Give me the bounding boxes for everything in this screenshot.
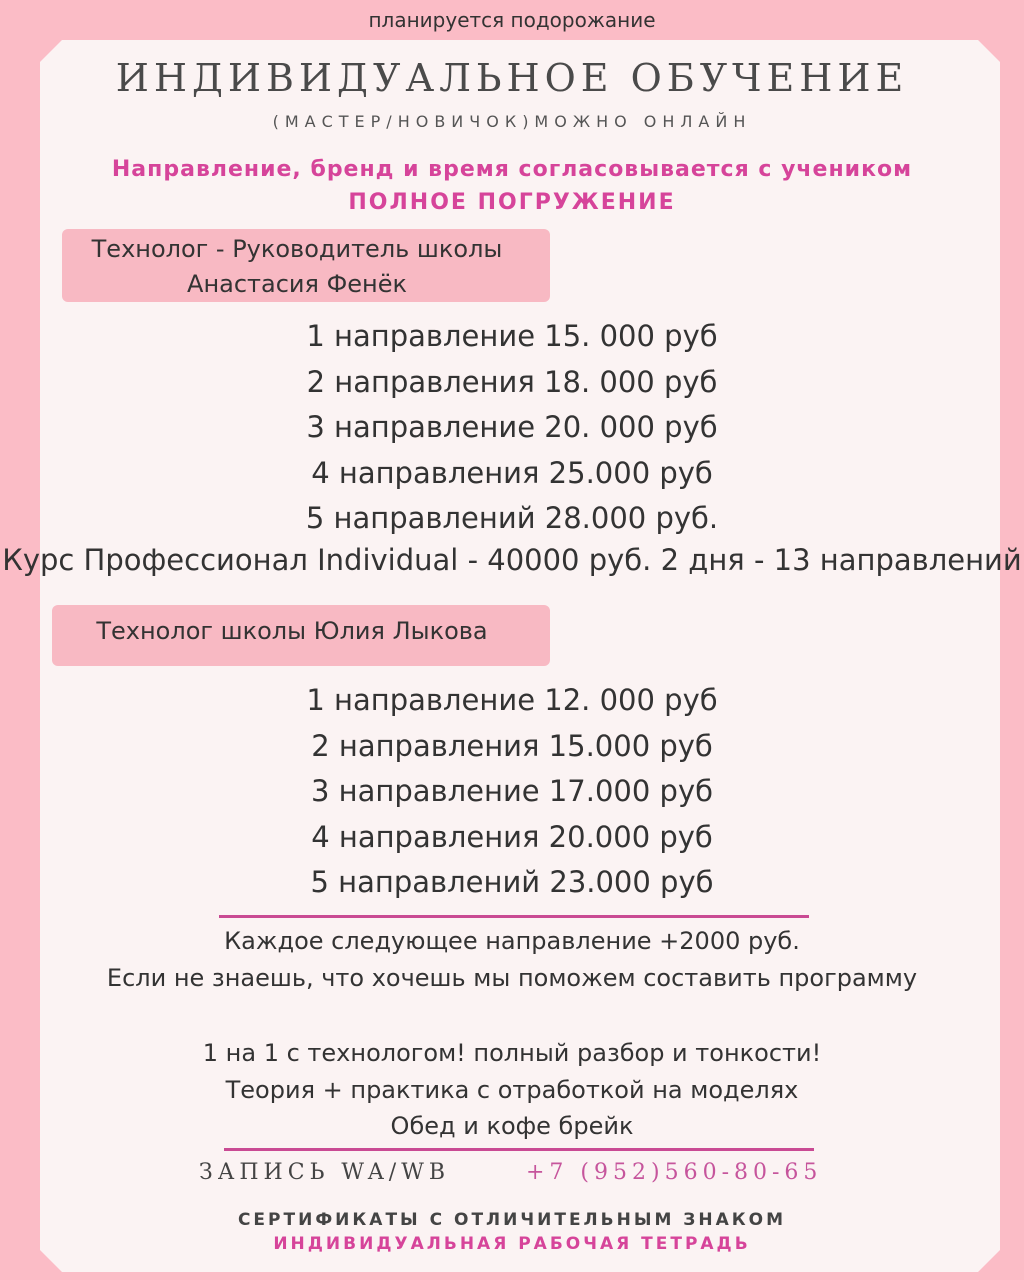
info-line: Каждое следующее направление +2000 руб.	[224, 927, 800, 955]
price-item: 2 направления 15.000 руб	[311, 728, 713, 763]
info-line: Теория + практика с отработкой на моделях	[225, 1075, 799, 1104]
headline-conditions: Направление, бренд и время согласовывается с учеником	[111, 157, 913, 182]
info-line: 1 на 1 с технологом! полный разбор и тонкости!	[202, 1039, 822, 1067]
price-item: 4 направления 20.000 руб	[311, 819, 713, 854]
teacher2-price-list	[0, 678, 1024, 906]
price-item: 2 направления 18. 000 руб	[306, 364, 718, 399]
contact-phone: +7 (952)560-80-65	[526, 1160, 823, 1185]
certificate-note: СЕРТИФИКАТЫ С ОТЛИЧИТЕЛЬНЫМ ЗНАКОМ	[237, 1210, 787, 1230]
price-item: 1 направление 12. 000 руб	[306, 683, 718, 717]
info-block-benefits	[0, 1035, 1024, 1145]
top-note: планируется подорожание	[368, 8, 656, 32]
info-block-pricing	[0, 923, 1024, 996]
info-line: Если не знаешь, что хочешь мы поможем составить программу	[106, 963, 918, 992]
page-subtitle: (МАСТЕР/НОВИЧОК)МОЖНО ОНЛАЙН	[272, 112, 752, 131]
page-title: ИНДИВИДУАЛЬНОЕ ОБУЧЕНИЕ	[115, 56, 909, 100]
teacher1-role: Технолог - Руководитель школы	[91, 235, 503, 263]
workbook-note: ИНДИВИДУАЛЬНАЯ РАБОЧАЯ ТЕТРАДЬ	[273, 1234, 751, 1254]
price-item: 3 направление 17.000 руб	[310, 774, 714, 809]
teacher1-label	[62, 232, 532, 302]
teacher1-name: Анастасия Фенёк	[187, 270, 407, 298]
info-line: Обед и кофе брейк	[390, 1112, 634, 1141]
divider	[219, 915, 809, 918]
price-item: 1 направление 15. 000 руб	[306, 319, 718, 353]
divider	[224, 1148, 814, 1151]
contact-label: ЗАПИСЬ WA/WB	[199, 1160, 450, 1185]
teacher1-price-list	[0, 314, 1024, 542]
headline-immersion: ПОЛНОЕ ПОГРУЖЕНИЕ	[348, 190, 676, 215]
price-item: 3 направление 20. 000 руб	[306, 410, 718, 445]
teacher2-label: Технолог школы Юлия Лыкова	[96, 617, 488, 645]
price-item: 5 направлений 23.000 руб	[310, 865, 714, 900]
course-offer: Курс Профессионал Individual - 40000 руб. 2 дня - 13 направлений	[2, 543, 1022, 577]
price-item: 5 направлений 28.000 руб.	[305, 501, 719, 536]
price-item: 4 направления 25.000 руб	[311, 455, 713, 490]
